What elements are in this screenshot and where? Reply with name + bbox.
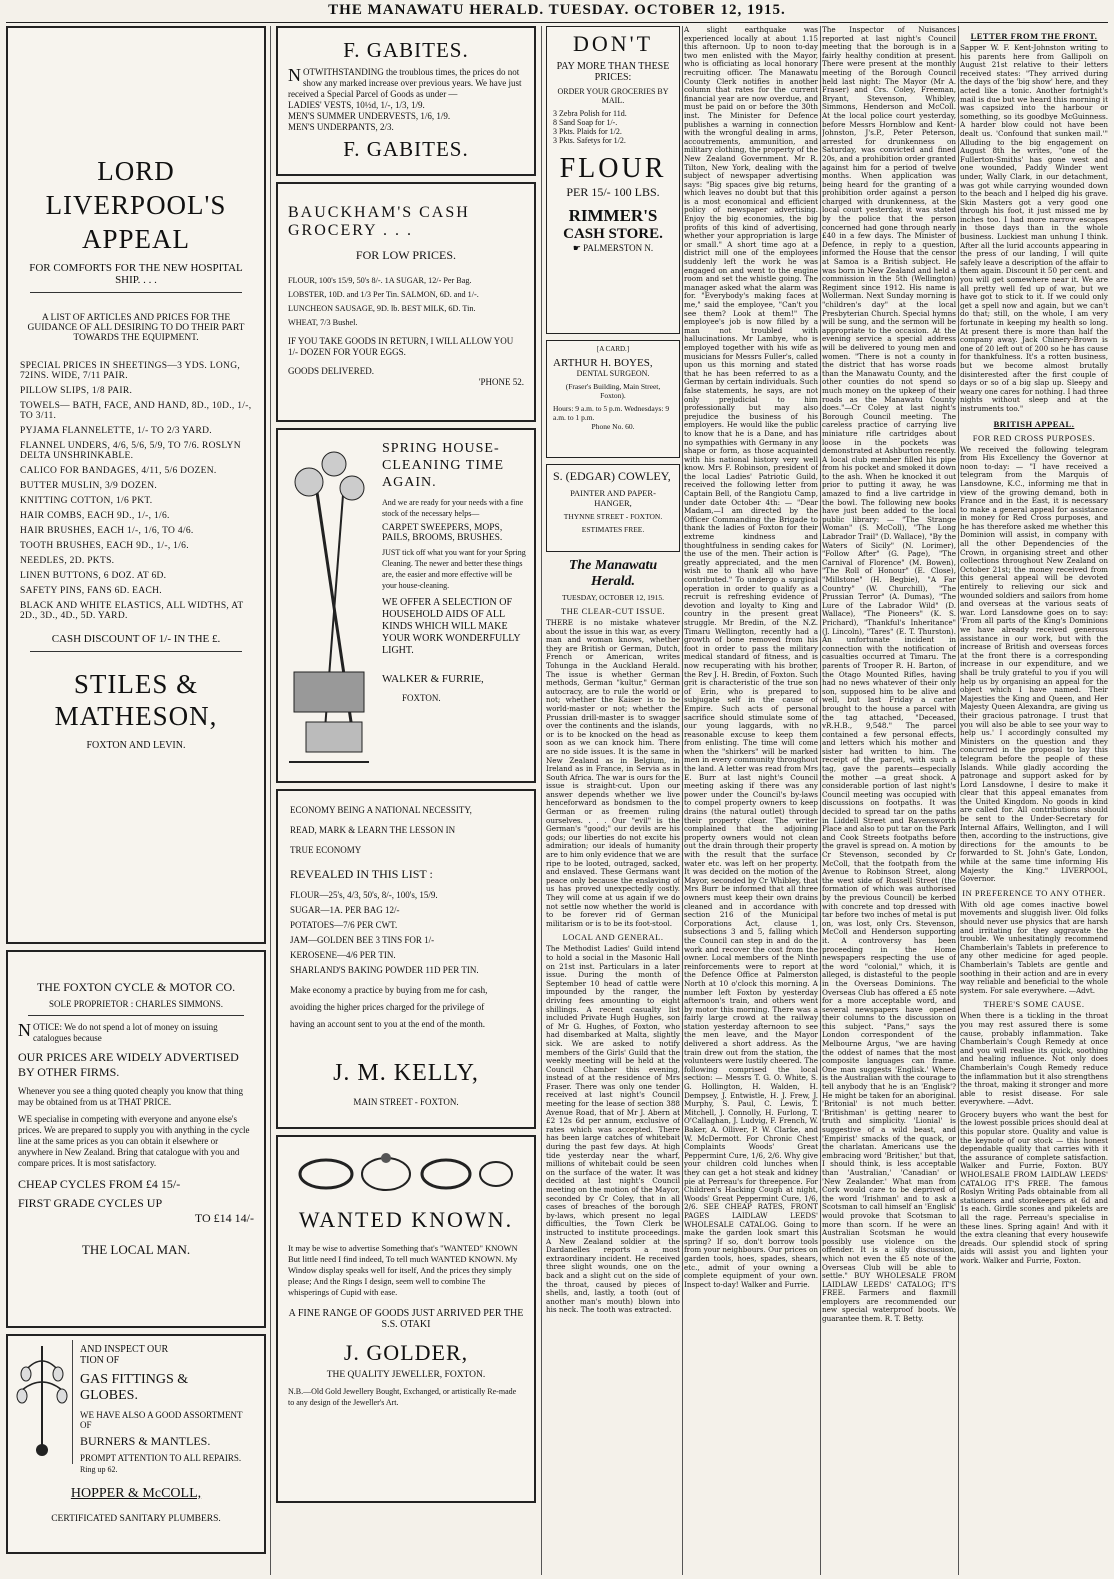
ad-boyes xyxy=(546,340,680,458)
firm-place: FOXTON. xyxy=(402,693,441,703)
ad-title: THE FOXTON CYCLE & MOTOR CO. xyxy=(36,980,236,994)
ad-sub: FOR LOW PRICES. xyxy=(355,248,457,262)
ad-role: DENTAL SURGEON. xyxy=(576,369,650,378)
firm-place: FOXTON AND LEVIN. xyxy=(86,740,186,751)
ad-para: WE OFFER A SELECTION OF HOUSEHOLD AIDS OF ALL KINDS WHICH WILL MAKE YOUR WORK WONDERFULLY LIGHT. xyxy=(382,597,521,656)
ad-golder xyxy=(276,1135,536,1503)
tail-body: Grocery buyers who want the best for the lowest possible prices should deal at this popular store. Quality and value is the keynote of our stock — this honest dependable quality that carries with it the assurance of complete satisfaction. Walker and Furrie, Foxton. BUY WHOLESALE FROM LAIDLAW LEEDS' CATALOG IT'S FREE. The famous Roslyn Writing Pads obtainable from all stationers and storekeepers at 6d and 1s each. Girdle scones and pikelets are all the rage. Perreau's specialise in these lines. Spring again! And with it the extra cleaning that every housewife dreads. Our splendid stock of spring aids will assist you and lighten your work. Walker and Furrie, Foxton. xyxy=(960,1109,1108,1265)
column-divider xyxy=(682,26,683,1575)
price-item: KNITTING COTTON, 1/6 PKT. xyxy=(20,496,153,506)
ad-dont: DON'T xyxy=(572,31,654,56)
news-body: The Inspector of Nuisances reported at last night's Council meeting that the borough is in a fairly healthy condition at present. There were present at the monthly meeting of the Borough Council held last night: The Mayor (Mr A. Fraser) and Crs. Coley, Freeman, Bryant, Stevenson, Whibley, Simmons, Henderson and McColl. At the local police court yesterday, before Messrs Hornblow and Kent-Johnston, J's.P., Peter Peterson, arrested for drunkenness on Saturday, was convicted and fined 20s, and a prohibition order granted against him for a period of twelve months. When application was being heard for the granting of a prohibition order against a person charged with drunkenness, at the local court yesterday, it was stated by the police that the person concerned had gone through nearly £40 in a few days. The Minister of Defence, in reply to a question, informed the House that the censor at Samoa is a British subject. He was born in New Zealand and held a commission in the 5th (Wellington) Regiment since 1912. His name is Wollerman. Next Sunday morning is "children's day" at the local Presbyterian Church. Special hymns will be sung, and the sermon will be appropriate to the occasion. At the evening service a special address will be delivered to young men and women. "There is not a county in the district that has worse roads than the Manawatu County, and the other counties do not spend so much money on the upkeep of their roads as the Manawatu County does."—Cr Coley at last night's Borough Council meeting. The careless practice of carrying live miniature rifle cartridges about loose in the pockets was demonstrated at Ashburton recently. A local club member filled his pipe from his pocket and smoked it down to the ash. When he knocked it out prior to putting it away, he was amazed to find a live cartridge in the bowl. The following new books have just been added to the local public library: — "The Strange Woman" (S. McColl), "The Long Labrador Trail" (D. Wallace), "By the Waters of Sicily" (N. Lorimer), "Follow After" (G. Page), "The Carnival of Florence" (M. Bowen), "The Roll of Honour" (E. Close), "Millstone" (H. Begbie), "A Far Country" (W. Churchill), "The Prussian Terror" (A. Dumas), "The Lure of the Labrador Wild" (D. Wallace), "The Pioneers" (K. S. Prichard), "Thankful's Inheritance" (J. Lincoln), "Tares" (E. T. Thurston). An unfortunate incident in connection with the notification of casualties occurred at Timaru. The parents of Trooper R. H. Barton, of the Otago Mounted Rifles, having had no news whatever of their only son, supposed him to be alive and well, but last Friday a carter brought to the house a parcel with the tag attached, "Deceased, vR.H.B., 9,548." The parcel contained a few personal effects, and letters which his mother and sister had written to him. The receipt of the parcel, with such a tag, gave the parents—especially the mother —a great shock. A considerable portion of last night's Council meeting was occupied with discussions on footpaths. It was decided to spread tar on the paths in Liddell Street and Ravensworth Place and also to put tar on the Park and Cook Streets footpaths before the gravel is spread on. A motion by Cr Stevenson, seconded by Cr McColl, that the footpath from the Avenue to Robinson Street, along the west side of Russell Street (the formation of which was authorised by the previous Council) be kerbed with concrete and top dressed with tar before two inches of metal is put on, was lost, only Crs. Stevenson, McColl and Henderson supporting it. A controversy has been proceeding in the Home newspapers respecting the use of the word "colonial," which, it is alleged, is distasteful to the people in the Overseas Dominions. The Overseas Club has offered a £5 note for a more acceptable word, and several newspapers have opened their columns to the discussion on this subject. "Pans," says the London correspondent of the Melbourne Argus, "we are having the oddest of names that the most composite languages can frame. One man suggests 'Englisk.' Where is the Australian with the courage to tell anybody that he is an 'Englisk'? He might be taken for an aboriginal. 'Britonial' is not much better. 'Britishman' is getting nearer to truth and simplicity. 'Lionial' is suggestive of a wild beast, and 'Empirist' smacks of the quack, or the charlatan. Americans use the embracing word 'Britisher,' but that, I should think, is less acceptable than 'Australian,' 'Canadian' or 'New Zealander.' What man from Cork would care to be deprived of the word 'Irishman' and to ask a Scotsman to call himself an 'Englisk' would provoke that Scotsman to more than scorn. If he were an Australian Scotsman he would possibly use violence on the offender. It is a silly discussion, which not even the £5 note of the Overseas Club will be able to settle." BUY WHOLESALE FROM LAIDLAW LEEDS' CATALOG; IT'S FREE. Farmers and flaxmill employers are recommended our new special waterproof boots. We guarantee them. R. T. Betty. xyxy=(822,26,956,1324)
ad-poem: It may be wise to advertise Something that's "WANTED" KNOWN But little need I find indeed, To tell much WANTED KNOWN. My Window display speaks well for itself, And the prices they simply please; And the Rings I design, seem well to combine The whisperings of Cupid with ease. xyxy=(288,1243,518,1297)
price-item: HAIR COMBS, EACH 9D., 1/-, 1/6. xyxy=(20,511,170,521)
news-body: A slight earthquake was experienced locally at about 1.15 this afternoon. Up to noon to-day two men enlisted with the Mayor, who is officiating as local honorary recruiting officer. The Manawatu County Clerk notifies in another column that rates for the current financial year are now overdue, and must be paid on or before the 30th inst. The Minister for Defence publishes a warning in connection with the wrongful dealing in arms, accoutrements, ammunition, and military clothing, the property of the New Zealand Government. Mr R. Tilton, New York, dealing with the subject of newspaper advertising says: "Big spaces give big returns, which leaves no doubt but that this is a most economical and efficient policy of newspaper advertising. Enjoy the big economies, the big profits of this kind of advertising, whether your appropriation is large or small." A short time ago at a district mill one of the employees suddenly left the work he was engaged on and went to the engine room and set the whistle going. The manager asked what the alarm was for. "Everybody's making faces at me," said the employee, "Can't you see them? Look at them!" The employee's job is now filled by a man not troubled with hallucinations. Mr Lambye, who is employed together with his wife as musicians for Messrs Fuller's, called upon us this morning and stated that he has been referred to as a German by certain individuals. Such false statements, he says, are not only prejudicial to him professionally but may also prejudice the business of his employers. He would like the public to know that he is a Dane, and has no sympathies with Germany in any shape or form, as those acquainted with his national history very well know. Mrs F. Robinson, president of the local Ladies' Patriotic Guild, received the following letter from Captain Bell, of the Rangiotu Camp, under date October 4th: — "Dear Madam,—I am directed by the Officer Commanding the Brigade to thank the ladies of Foxton for their extreme kindness and thoughtfulness in sending cakes for the use of the men. Their action is greatly appreciated, and the men wish me to thank all who have contributed." To undergo a surgical operation in order to qualify as a recruit is refreshing evidence of devotion and loyalty to King and country in the present great struggle. Mr Bredin, of the N.Z. Timaru Wellington, recently had a growth of bone removed from his foot in order to pass the military medical standard of fitness, and is now recuperating with his brother, the Rev J. H. Bredin, of Foxton. Such grit is characteristic of the true son of Erin, who is prepared to subjugate self in the cause of Empire. Such acts of personal sacrifice should stimulate some of our young laggards, with no reasonable excuse to keep them from enlisting. The time will come when the "shirkers" will be marked men in every community throughout the land. A letter was read from Mrs E. Burr at last night's Council meeting asking if there was any power under the Council's by-laws to compel property owners to keep drains (the natural outlet) through their property clear. The writer complained that the adjoining property owners would not clean out the drain through their property with the result that the surface water etc. was left on her property. It was decided on the motion of the Mayor, seconded by Cr Whibley, that Mrs Burr be informed that all three owners must keep their own drains cleaned and in accordance with section 216 of the Municipal Corporations Act, clause 1, subsections 3 and 5, falling which the Council can step in and do the work and recover the cost from the owner. Local members of the Ninth reinforcements were to report at the Defence Office at Palmerston North at 10 o'clock this morning. A number left Foxton by yesterday afternoon's train, and others went by motor this morning. There was a fairly large crowd at the railway station yesterday afternoon to see the men leave, and the Mayor delivered a short address. As the train drew out from the station, the volunteers were lustily cheered. The following comprised the local section: — Messrs T. G. O. White, S. G. Hollington, H. Walden, H. Dempsey, J. Entwistle, H. J. Frew, J. Murphy, S. Paul, C. Lewis, T. Mitchell, J. Connolly, H. Furlong, T. O'Callaghan, J. Ludvig, F. French, W. Baker, A. Olliver, P. W. Clarke, and W. McDermott. For Chronic Chest Complaints Woods' Great Peppermint Cure, 1/6, 2/6. Why give your children cold lunches when they can get a hot steak and kidney pie at Perreau's for threepence. For Children's Hacking Cough at night, Woods' Great Peppermint Cure, 1/6, 2/6. SEE CHEAP RATES, FRONT PAGES LAIDLAW LEEDS' WHOLESALE CATALOG. Going to make the garden look smart this spring? If so, don't borrow tools from your neighbours. Our prices on garden tools, hoes, spades, shears, etc., admit of your owning a complete equipment of your own. Inspect to-day! Walker and Furrie. xyxy=(684,26,818,1289)
ad-title: SPRING HOUSE-CLEANING TIME AGAIN. xyxy=(382,441,505,490)
price-item: PYJAMA FLANNELETTE, 1/- TO 2/3 YARD. xyxy=(20,426,212,436)
price-item: SPECIAL PRICES IN SHEETINGS—3 YDS. LONG, 72INS. WIDE, 7/11 PAIR. xyxy=(20,361,241,381)
letter-heading: LETTER FROM THE FRONT. xyxy=(970,31,1098,41)
column-divider xyxy=(958,26,959,1575)
ad-revealed: REVEALED IN THIS LIST : xyxy=(290,867,433,881)
ad-title: F. GABITES. xyxy=(343,38,469,62)
editorial-body: THERE is no mistake whatever about the issue in this war, as every man and woman knows, whether they are British or German, Dutch, French or American, writes Tohunga in the Auckland Herald. The issue is whether German methods, German "kultur," German autocracy, are to rule the world or not; whether the Kaiser is to be world-master or not; whether the Prussian drill-master is to swagger over the continents and the islands, or is to be knocked on the head as soon as we can knock him. There are no side issues. It is the same in New Zealand as in Belgium, in Ireland as in France, in Servia as in South Africa. The war is ours for the issue is straight-cut. Upon our answer depends whether we live henceforward as bondsmen to the German or as freemen ruling ourselves. . . . Our "evil" is the German's "good;" our devils are his gods; our liberties do not excite his admiration; our ideals of humanity are to him only evidence that we are ripe to be looted, outraged, sacked, and enslaved. These Germans want peace only because the enslaving of us has proved unexpectedly costly. They will come at us again if we do not settle now whether the world is to be forever rid of German militarism or is to be its foot-stool. xyxy=(546,618,680,928)
ad-line: READ, MARK & LEARN THE LESSON IN xyxy=(290,825,456,835)
local-heading: LOCAL AND GENERAL. xyxy=(562,932,664,943)
ad-item: SUGAR—1A. PER BAG 12/- xyxy=(290,905,400,915)
ad-range: A FINE RANGE OF GOODS JUST ARRIVED PER THE S.S. OTAKI xyxy=(288,1308,524,1330)
ad-gas-text xyxy=(80,1344,256,1474)
ad-body: Whenever you see a thing quoted cheaply you know that thing may be obtained from us at THAT PRICE. xyxy=(18,1086,243,1107)
cash-discount: CASH DISCOUNT OF 1/- IN THE £. xyxy=(51,633,221,645)
price-item: HAIR BRUSHES, EACH 1/-, 1/6, TO 4/6. xyxy=(20,526,194,536)
ad-item: 8 Sand Soap for 1/-. xyxy=(553,118,618,127)
ad-item: MEN'S SUMMER UNDERVESTS, 1/6, 1/9. xyxy=(288,111,451,121)
ad-prices: OUR PRICES ARE WIDELY ADVERTISED BY OTHER FIRMS. xyxy=(18,1050,239,1079)
ad-para: JUST tick off what you want for your Spring Cleaning. The newer and better these things are, the easier and more effective will be your house-cleaning. xyxy=(382,548,526,590)
ad-phone: Phone No. 60. xyxy=(591,422,635,431)
ad-first: FIRST GRADE CYCLES UP xyxy=(18,1196,163,1210)
price-item: TOOTH BRUSHES, EACH 9D., 1/-, 1/6. xyxy=(20,541,189,551)
editorial-date: TUESDAY, OCTOBER 12, 1915. xyxy=(562,593,664,602)
ad-item: LUNCHEON SAUSAGE, 9D. lb. BEST MILK, 6D. Tin. xyxy=(288,304,476,313)
ad-foxton-cycle xyxy=(6,950,266,1328)
divider xyxy=(30,651,242,652)
ad-line: ECONOMY BEING A NATIONAL NECESSITY, xyxy=(290,805,472,815)
column-1 xyxy=(6,26,266,1575)
ad-rimmer xyxy=(546,26,680,334)
pref-heading: IN PREFERENCE TO ANY OTHER. xyxy=(962,887,1106,898)
ad-item: POTATOES—7/6 PER CWT. xyxy=(290,920,398,930)
broom-illustration xyxy=(284,442,374,772)
ad-phone: 'PHONE 52. xyxy=(478,377,524,387)
column-2 xyxy=(276,26,536,1575)
masthead: THE MANAWATU HERALD. TUESDAY. OCTOBER 12, 1915. xyxy=(328,2,786,18)
ad-cheap: CHEAP CYCLES FROM £4 15/- xyxy=(18,1177,181,1191)
ad-local: THE LOCAL MAN. xyxy=(81,1242,191,1257)
cause-body: When there is a tickling in the throat you may rest assured there is some cause, probably inflammation. Take Chamberlain's Cough Remedy at once and you will realise its quick, soothing and healing influence. Not only does Chamberlain's Cough Remedy reduce the inflammation but it also strengthens the throat, making it stronger and more able to resist disease. For sale everywhere. —Advt. xyxy=(960,1011,1108,1107)
ad-item: SHARLAND'S BAKING POWDER 11D PER TIN. xyxy=(290,965,479,975)
jewellery-illustration xyxy=(288,1141,524,1203)
ad-line: BURNERS & MANTLES. xyxy=(80,1434,211,1448)
appeal-subheading: FOR RED CROSS PURPOSES. xyxy=(972,432,1096,443)
ad-est: ESTIMATES FREE. xyxy=(581,525,645,534)
ad-line: WE HAVE ALSO A GOOD ASSORTMENT OF xyxy=(80,1410,243,1430)
ad-lord-liverpool xyxy=(6,26,266,944)
ad-note: Make economy a practice by buying from me for cash, xyxy=(290,985,488,995)
firm-cash: CASH STORE. xyxy=(563,226,663,242)
price-item: BUTTER MUSLIN, 3/9 DOZEN. xyxy=(20,481,158,491)
ad-bauckham xyxy=(276,182,536,422)
paper-name: The Manawatu Herald. xyxy=(568,558,658,589)
divider xyxy=(30,292,242,293)
ad-card: [A CARD.] xyxy=(596,345,630,353)
ad-item: 3 Pkts. Safetys for 1/2. xyxy=(553,136,626,145)
ad-subtitle: FOR COMFORTS FOR THE NEW HOSPITAL SHIP. . . . xyxy=(29,262,243,286)
firm-name: STILES & MATHESON, xyxy=(54,669,218,731)
ad-line: GLOBES. xyxy=(80,1388,138,1403)
ad-line: TRUE ECONOMY xyxy=(290,845,362,855)
ad-addr: (Fraser's Building, Main Street, Foxton). xyxy=(565,382,661,400)
ad-spring-text xyxy=(382,440,526,704)
price-item: LINEN BUTTONS, 6 DOZ. AT 6D. xyxy=(20,571,167,581)
ad-nb: N.B.—Old Gold Jewellery Bought, Exchanged, or artistically Re-made to any design of the Jeweller's Art. xyxy=(288,1387,517,1407)
place-text: PALMERSTON N. xyxy=(583,243,654,253)
column-divider xyxy=(270,26,271,1575)
appeal-heading: BRITISH APPEAL. xyxy=(993,418,1075,429)
ad-kelly xyxy=(276,789,536,1129)
firm-name: J. GOLDER, xyxy=(343,1340,469,1365)
ad-flour: FLOUR xyxy=(559,153,667,184)
column-3 xyxy=(546,26,680,1575)
ad-body: WE specialise in competing with everyone and anyone else's prices. We are prepared to supply you with anything in the cycle line at the same prices as you can obtain it elsewhere or anywhere in New Zealand. Bring that catalogue with you and compare prices. It is most satisfactory. xyxy=(18,1114,250,1168)
firm-name: J. M. KELLY, xyxy=(333,1060,479,1086)
price-item: TOWELS— BATH, FACE, AND HAND, 8D., 10D., 1/-, TO 3/11. xyxy=(20,401,252,421)
column-4 xyxy=(684,26,818,1575)
column-divider xyxy=(541,26,542,1575)
ad-title: WANTED KNOWN. xyxy=(298,1207,514,1232)
divider xyxy=(28,1015,244,1016)
firm-tag: THE QUALITY JEWELLER, FOXTON. xyxy=(326,1370,486,1380)
letter-body: Sapper W. F. Kent-Johnston writing to his parents here from Gallipoli on August 21st relative to their letters received states: "They arrived during the days of the 'big show' here, and they acted like a tonic. Another fortnight's mail is due but we heard this morning it was capsized into the harbour or something, so its goodbye McGuinness. A harder blow could not have been dealt us. 'Confound that sunken mail.'" Alluding to the big engagement on August 8th he writes, "one of the Fullerton-Smiths' has gone west and one wounded, Paddy Winder went under, Wally Clark, in our detachment, was got while carrying wounded down to the beach and I helped dig his grave. Skin Masters got a very good one through his foot, it just missed me by inches too. I had more narrow escapes in those days than in the whole business. Luckiest man unhung I think. After all the lurid accounts appearing in the press of our landing, I will quite safely leave a description of the affair to them again. Discount it 50 per cent. and you will get somewhere near it. We are all pretty well fed up of war, but we have got to stick to it. If we could only get a spell now and again, but we can't do that; still, on the whole, I am very fortunate in keeping my health so long. At present there is more than half the company away. Jack Chinery-Brown is one of 20 left out of 200 so he has cause for thankfulness. It's a rotten business, but we become almost brutally disinterested after the first couple of days or so of a big slap up. Sleepy and weary one cares for nothing. I had three nights without sleep and at the instruments too." xyxy=(960,43,1108,413)
price-item: SAFETY PINS, FANS 6D. EACH. xyxy=(20,586,162,596)
pointing-hand-icon: ☛ xyxy=(572,243,584,253)
ad-item: JAM—GOLDEN BEE 3 TINS FOR 1/- xyxy=(290,935,435,945)
price-item: BLACK AND WHITE ELASTICS, ALL WIDTHS, AT 2D., 3D., 4D., 5D. YARD. xyxy=(20,601,244,621)
ad-per: PER 15/- 100 LBS. xyxy=(566,185,660,199)
firm-name: S. (EDGAR) COWLEY, xyxy=(553,469,671,483)
ad-item: KEROSENE—4/6 PER TIN. xyxy=(290,950,396,960)
firm-name: HOPPER & McCOLL, xyxy=(70,1486,202,1501)
ad-note: IF YOU TAKE GOODS IN RETURN, I WILL ALLOW YOU 1/- DOZEN FOR YOUR EGGS. xyxy=(288,336,514,357)
ad-item: FLOUR—25's, 4/3, 50's, 8/-, 100's, 15/9. xyxy=(290,890,438,900)
ad-title-repeat: F. GABITES. xyxy=(343,137,469,161)
ad-note: having an account sent to you at the end of the month. xyxy=(290,1019,485,1029)
ad-gabites xyxy=(276,26,536,176)
ad-addr: THYNNE STREET - FOXTON. xyxy=(563,512,663,521)
column-5 xyxy=(822,26,956,1575)
masthead-rule xyxy=(6,22,1108,23)
ad-item: 3 Zebra Polish for 11d. xyxy=(553,109,627,118)
editorial-heading: THE CLEAR-CUT ISSUE. xyxy=(560,606,666,616)
ad-pay: PAY MORE THAN THESE PRICES: xyxy=(556,61,670,83)
ad-body: NOTWITHSTANDING the troublous times, the prices do not show any marked increase over previous years. We have just received a Special Parcel of Goods as under — xyxy=(288,65,522,99)
ad-notice: NOTICE: We do not spend a lot of money on issuing catalogues because xyxy=(18,1020,218,1043)
ad-item: LADIES' VESTS, 10½d, 1/-, 1/3, 1/9. xyxy=(288,100,425,110)
ad-role: PAINTER AND PAPER-HANGER, xyxy=(570,488,656,508)
ad-para: And we are ready for your needs with a fine stock of the necessary helps— xyxy=(382,498,524,518)
ad-items xyxy=(288,275,524,328)
ad-note: avoiding the higher prices charged for the privilege of xyxy=(290,1002,485,1012)
ad-item: LOBSTER, 10D. and 1/3 Per Tin. SALMON, 6D. and 1/-. xyxy=(288,290,479,299)
ad-delivered: GOODS DELIVERED. xyxy=(288,366,374,376)
ad-item: 3 Pkts. Plaids for 1/2. xyxy=(553,127,622,136)
column-6 xyxy=(960,26,1108,1575)
price-item: FLANNEL UNDERS, 4/6, 5/6, 5/9, TO 7/6. ROSLYN DELTA UNSHRINKABLE. xyxy=(20,441,241,461)
ad-line: AND INSPECT OUR xyxy=(80,1344,169,1355)
firm-address: MAIN STREET - FOXTON. xyxy=(353,1097,459,1107)
local-body: The Methodist Ladies' Guild intend to hold a social in the Masonic Hall on 21st inst. Particulars in a later issue. During the month of September 10 head of cattle were impounded by the ranger, the driving fees amounting to eight shillings. A recent casualty list included Private Hugh Hughes, son of Mr G. Hughes, of Foxton, who had disembarked at Malta, slightly sick. We are asked to notify members of the Girls' Guild that the weekly meeting will be held at the Council Chamber this evening, instead of at the residence of Mrs Fraser. There was only one tender received at last night's Council meeting for the lease of section 388 Avenue Road, that of Mr J. Abern at £2 12s 6d per annum, exclusive of rates which was accepted. There has been large catches of whitebait during the past few days. At high tide yesterday near the wharf, millions of whitebait could be seen on the surface of the water. It was decided at last night's Council meeting on the motion of the Mayor, seconded by Cr Coley, that in all cases of breaches of the borough by-laws, which present no legal difficulties, the Town Clerk be instructed to institute proceedings. A New Zealand soldier at the Dardanelles reports a most extraordinary incident. He received three slight wounds, one on the back and a slight cut on the side of the throat, caused by pieces of shells, and, lastly, a tooth (out of another man's mouth) blown into his neck. The tooth was extracted. xyxy=(546,944,680,1315)
ad-cowley xyxy=(546,464,680,552)
ad-proprietor: SOLE PROPRIETOR : CHARLES SIMMONS. xyxy=(48,999,224,1009)
cause-heading: THERE'S SOME CAUSE. xyxy=(983,999,1085,1010)
column-divider xyxy=(820,26,821,1575)
price-item: PILLOW SLIPS, 1/8 PAIR. xyxy=(20,386,133,396)
ad-spring-cleaning xyxy=(276,428,536,783)
ad-title: BAUCKHAM'S CASH GROCERY . . . xyxy=(288,204,470,239)
ad-order: ORDER YOUR GROCERIES BY MAIL. xyxy=(557,87,669,105)
ad-intro: A LIST OF ARTICLES AND PRICES FOR THE GUIDANCE OF ALL DESIRING TO DO THEIR PART TOWARDS THE EQUIPMENT. xyxy=(27,313,245,343)
ad-line: TION OF xyxy=(80,1355,120,1366)
ad-line: Ring up 62. xyxy=(80,1465,118,1474)
price-item: CALICO FOR BANDAGES, 4/11, 5/6 DOZEN. xyxy=(20,466,217,476)
firm-place xyxy=(553,243,673,254)
appeal-body: We received the following telegram from His Excellency the Governor at noon to-day: — "I have received a telegram from the Marquis of Lansdowne, K.C., informing me that in view of the growing demand, both in France and in the East, it is necessary to make a general appeal for assistance in money for Red Cross purposes, and he has therefore asked me whether this Dominion will assist, in company with all the other Dependencies of the Crown, in organising street and other collections throughout New Zealand on October 21st; the money received from this general appeal will be devoted entirely to relieving our sick and wounded soldiers and sailors from home and overseas at the various seats of war. Lord Lansdowne goes on to say: 'From all parts of the King's Dominions we have already received generous assistance in our work, but with the increase of British and overseas forces at the front there is a corresponding increase in our expenditure, and we shall be truly grateful to you if you will help us by organising an appeal for the object which I have named. Their Majesties the King and Queen, and Her Majesty Queen Alexandra, are giving us their gracious patronage. I trust that you will also be able to see your way to help us.' I accordingly consulted my Ministers on the question and they concurred in the proposal to lay this telegram before the people of these Islands. While gladly according the patronage and support asked for by Lord Lansdowne, I desire to make it clear that this appeal emanates from the United Kingdom. No goods in kind are called for. All contributions should be sent to the Under-Secretary for Internal Affairs, Wellington, and I will then, according to the instructions, give directions for the amounts to be forwarded to St. John's Gate, London, while at the same time informing His Majesty the King." LIVERPOOL, Governor. xyxy=(960,444,1108,884)
price-item: NEEDLES, 2D. PKTS. xyxy=(20,556,115,566)
ad-item: MEN'S UNDERPANTS, 2/3. xyxy=(288,122,394,132)
ad-item: WHEAT, 7/3 Bushel. xyxy=(288,318,358,327)
firm-tag: CERTIFICATED SANITARY PLUMBERS. xyxy=(51,1514,221,1524)
pref-body: With old age comes inactive bowel movements and sluggish liver. Old folks should never use physics that are harsh and irritating for they aggravate the trouble. We unhesitatingly recommend Chamberlain's Tablets in preference to any other medicine for aged people. Chamberlain's Tablets are gentle and soothing in their action and are in every way reliable and beneficial to the whole system. For sale everywhere. —Advt. xyxy=(960,899,1108,995)
price-list xyxy=(20,361,252,621)
firm-name: ARTHUR H. BOYES, xyxy=(553,357,653,369)
ad-title: LORD LIVERPOOL'S APPEAL xyxy=(45,156,227,254)
gas-fitting-illustration xyxy=(12,1340,73,1464)
firm-name: RIMMER'S xyxy=(568,206,658,225)
firm-name: WALKER & FURRIE, xyxy=(382,673,484,685)
ad-item: FLOUR, 100's 15/9, 50's 8/-. 1A SUGAR, 12/- Per Bag. xyxy=(288,276,472,285)
ad-line: GAS FITTINGS & xyxy=(80,1372,189,1387)
ad-to: TO £14 14/- xyxy=(194,1211,254,1225)
ad-para: CARPET SWEEPERS, MOPS, PAILS, BROOMS, BRUSHES. xyxy=(382,523,503,543)
ad-hours: Hours: 9 a.m. to 5 p.m. Wednesdays: 9 a.m. to 1 p.m. xyxy=(553,404,670,422)
ad-line: PROMPT ATTENTION TO ALL REPAIRS. xyxy=(80,1453,242,1463)
ad-hopper-mccoll xyxy=(6,1334,266,1554)
